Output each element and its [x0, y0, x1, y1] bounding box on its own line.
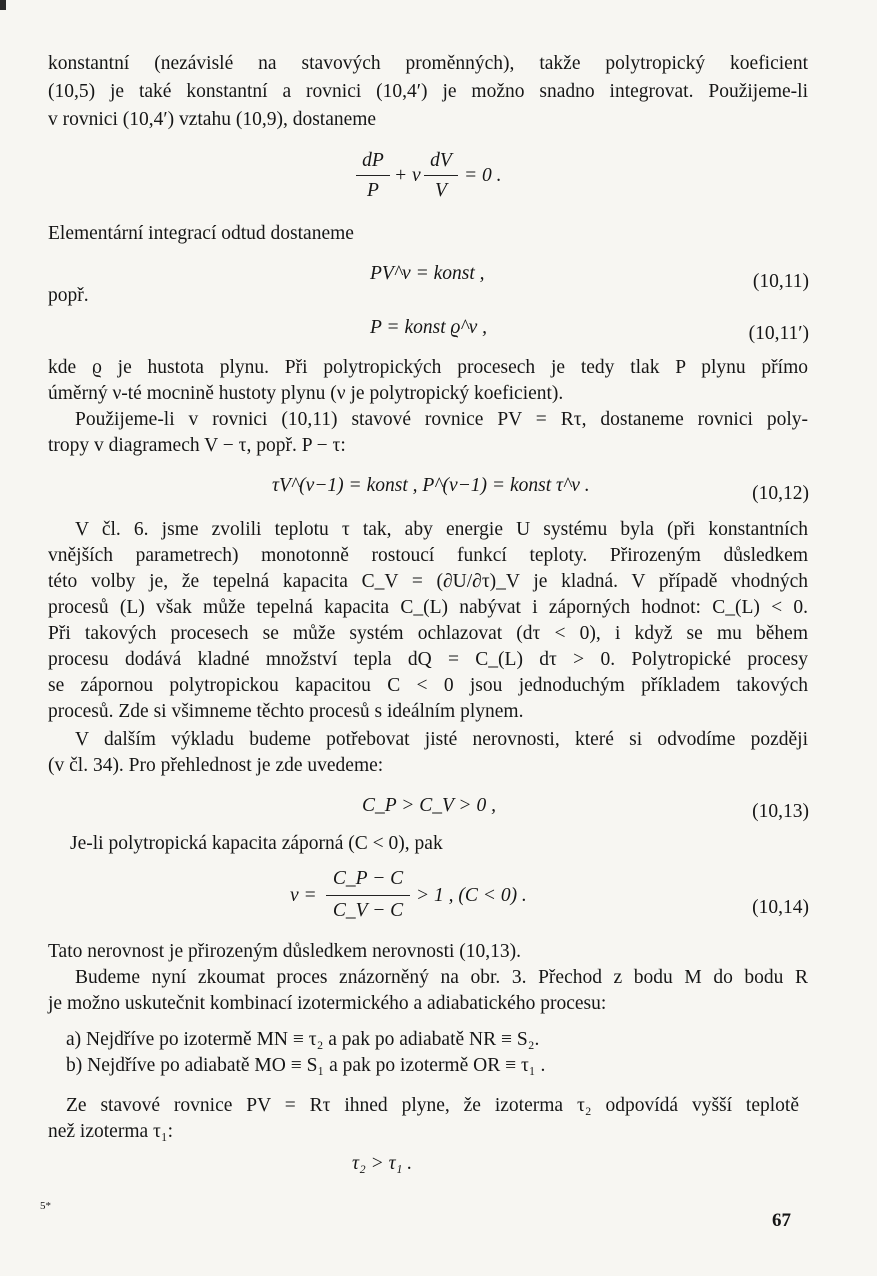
equation: τ₂ > τ₁ .	[352, 1153, 413, 1174]
fraction-bar	[356, 175, 390, 176]
fraction-bar	[326, 895, 410, 896]
fraction-bar	[424, 175, 458, 176]
scan-corner-mark	[0, 0, 6, 10]
text-line: procesů (L) však může tepelná kapacita C_(L) nabývat i záporných hodnot: C_(L) < 0.	[48, 597, 808, 618]
fraction-denominator: P	[367, 180, 379, 201]
equation-operator: + ν	[394, 165, 421, 186]
text-line: Elementární integrací odtud dostaneme	[48, 223, 354, 244]
equation: PV^ν = konst ,	[370, 263, 485, 284]
text-line: procesů. Zde si všimneme těchto procesů s ideálním plynem.	[48, 701, 524, 722]
text-line: popř.	[48, 285, 89, 306]
text-line: této volby je, že tepelná kapacita C_V = (∂U/∂τ)_V je kladná. V případě vhodných	[48, 571, 808, 592]
signature-mark: 5*	[40, 1200, 51, 1212]
text-line: Je-li polytropická kapacita záporná (C < 0), pak	[70, 833, 443, 854]
equation-number: (10,13)	[752, 801, 809, 822]
equation-number: (10,11)	[752, 271, 809, 292]
text-line: tropy v diagramech V − τ, popř. P − τ:	[48, 435, 346, 456]
text-line: (10,5) je také konstantní a rovnici (10,4′) je možno snadno integrovat. Použijeme-li	[48, 81, 808, 102]
text-line: vnějších parametrech) monotonně rostoucí funkcí teploty. Přirozeným důsledkem	[48, 545, 808, 566]
text-line: Tato nerovnost je přirozeným důsledkem nerovnosti (10,13).	[48, 941, 522, 962]
equation-number: (10,11′)	[748, 323, 809, 344]
equation-number: (10,12)	[752, 483, 809, 504]
fraction-denominator: V	[435, 180, 447, 201]
list-item: b) Nejdříve po adiabatě MO ≡ S₁ a pak po izotermě OR ≡ τ₁ .	[66, 1055, 546, 1076]
equation: τV^(ν−1) = konst , P^(ν−1) = konst τ^ν .	[272, 475, 590, 496]
text-line: V dalším výkladu budeme potřebovat jisté nerovnosti, které si odvodíme později	[75, 729, 808, 750]
text-line: než izoterma τ₁:	[48, 1121, 174, 1142]
text-line: konstantní (nezávislé na stavových proměnných), takže polytropický koeficient	[48, 53, 808, 74]
text-line: Použijeme-li v rovnici (10,11) stavové rovnice PV = Rτ, dostaneme rovnici poly-	[75, 409, 808, 430]
page-number: 67	[772, 1210, 791, 1231]
text-line: (v čl. 34). Pro přehlednost je zde uvedeme:	[48, 755, 384, 776]
fraction-numerator: dP	[362, 150, 384, 171]
text-line: V čl. 6. jsme zvolili teplotu τ tak, aby energie U systému byla (při konstantních	[75, 519, 808, 540]
text-line: Budeme nyní zkoumat proces znázorněný na obr. 3. Přechod z bodu M do bodu R	[75, 967, 808, 988]
fraction-denominator: C_V − C	[332, 900, 404, 921]
text-line: Ze stavové rovnice PV = Rτ ihned plyne, že izoterma τ₂ odpovídá vyšší teplotě	[66, 1095, 799, 1116]
equation-rhs: > 1 , (C < 0) .	[416, 885, 527, 906]
text-line: úměrný ν-té mocnině hustoty plynu (ν je polytropický koeficient).	[48, 383, 564, 404]
fraction-numerator: dV	[430, 150, 452, 171]
text-line: v rovnici (10,4′) vztahu (10,9), dostaneme	[48, 109, 377, 130]
text-line: je možno uskutečnit kombinací izotermického a adiabatického procesu:	[48, 993, 607, 1014]
text-line: procesu dodává kladné množství tepla dQ = C_(L) dτ > 0. Polytropické procesy	[48, 649, 808, 670]
equation-rhs: = 0 .	[464, 165, 502, 186]
equation-lhs: ν =	[290, 885, 317, 906]
list-item: a) Nejdříve po izotermě MN ≡ τ₂ a pak po adiabatě NR ≡ S₂.	[66, 1029, 540, 1050]
text-line: kde ϱ je hustota plynu. Při polytropických procesech je tedy tlak P plynu přímo	[48, 357, 808, 378]
equation: C_P > C_V > 0 ,	[362, 795, 496, 816]
equation-number: (10,14)	[752, 897, 809, 918]
fraction-numerator: C_P − C	[332, 868, 404, 889]
text-line: se zápornou polytropickou kapacitou C < 0 jsou jednoduchým příkladem takových	[48, 675, 808, 696]
text-line: Při takových procesech se může systém ochlazovat (dτ < 0), i když se mu během	[48, 623, 808, 644]
equation: P = konst ϱ^ν ,	[370, 317, 488, 338]
